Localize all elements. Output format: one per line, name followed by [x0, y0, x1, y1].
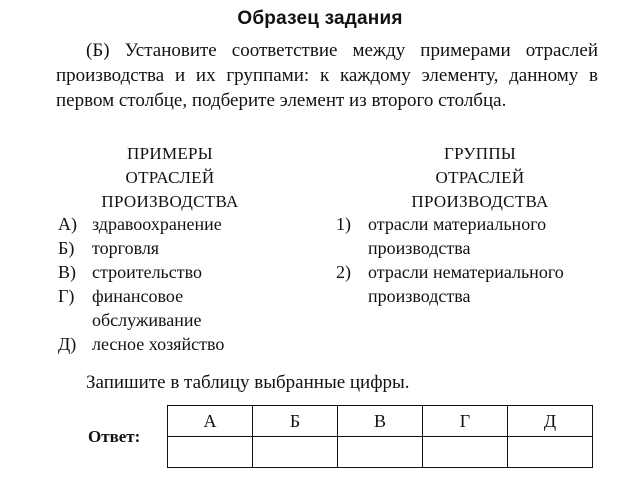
list-item — [58, 236, 328, 260]
answer-header-row — [168, 406, 593, 437]
answer-cell-b[interactable] — [253, 437, 338, 468]
right-heading-line: ОТРАСЛЕЙ — [435, 168, 525, 187]
list-item — [58, 260, 328, 284]
page-title: Образец задания — [237, 8, 403, 29]
answer-table — [167, 405, 593, 468]
right-column-heading — [380, 142, 580, 214]
item-number: 2) — [336, 262, 351, 282]
left-heading-line: ПРОИЗВОДСТВА — [101, 192, 239, 211]
item-text: строительство — [92, 262, 202, 282]
item-number: 1) — [336, 214, 351, 234]
answer-column-g: Г — [423, 406, 508, 437]
list-item — [58, 284, 290, 332]
list-item — [58, 212, 328, 236]
left-heading-line: ПРИМЕРЫ — [127, 144, 213, 163]
instruction-text: Запишите в таблицу выбранные цифры. — [86, 372, 410, 393]
answer-column-d: Д — [508, 406, 593, 437]
right-heading-line: ПРОИЗВОДСТВА — [411, 192, 549, 211]
answer-column-a: А — [168, 406, 253, 437]
answer-cell-d[interactable] — [508, 437, 593, 468]
answer-column-v: В — [338, 406, 423, 437]
left-heading-line: ОТРАСЛЕЙ — [125, 168, 215, 187]
answer-cell-a[interactable] — [168, 437, 253, 468]
left-column-heading — [90, 142, 250, 214]
item-text: финансовое обслуживание — [92, 286, 202, 330]
answer-cell-g[interactable] — [423, 437, 508, 468]
answer-cell-v[interactable] — [338, 437, 423, 468]
item-text: отрасли нематериального производства — [368, 262, 564, 306]
item-text: лесное хозяйство — [92, 334, 225, 354]
item-text: торговля — [92, 238, 160, 258]
task-text: (Б) Установите соответствие между примерами отраслей производства и их группами: к каждому элементу, данному в первом столбце, подберите элемент из второго столбца. — [56, 40, 598, 111]
item-letter: Д) — [58, 334, 77, 354]
right-heading-line: ГРУППЫ — [443, 144, 517, 163]
item-text: здравоохранение — [92, 214, 222, 234]
examples-list — [58, 212, 328, 356]
list-item — [336, 212, 606, 260]
item-text: отрасли материального производства — [368, 214, 547, 258]
item-letter: А) — [58, 214, 77, 234]
list-item — [336, 260, 606, 308]
item-letter: Б) — [58, 238, 75, 258]
item-letter: В) — [58, 262, 76, 282]
answer-column-b: Б — [253, 406, 338, 437]
answer-input-row — [168, 437, 593, 468]
item-letter: Г) — [58, 286, 75, 306]
list-item — [58, 332, 328, 356]
groups-list — [336, 212, 606, 308]
answer-label: Ответ: — [88, 427, 141, 446]
